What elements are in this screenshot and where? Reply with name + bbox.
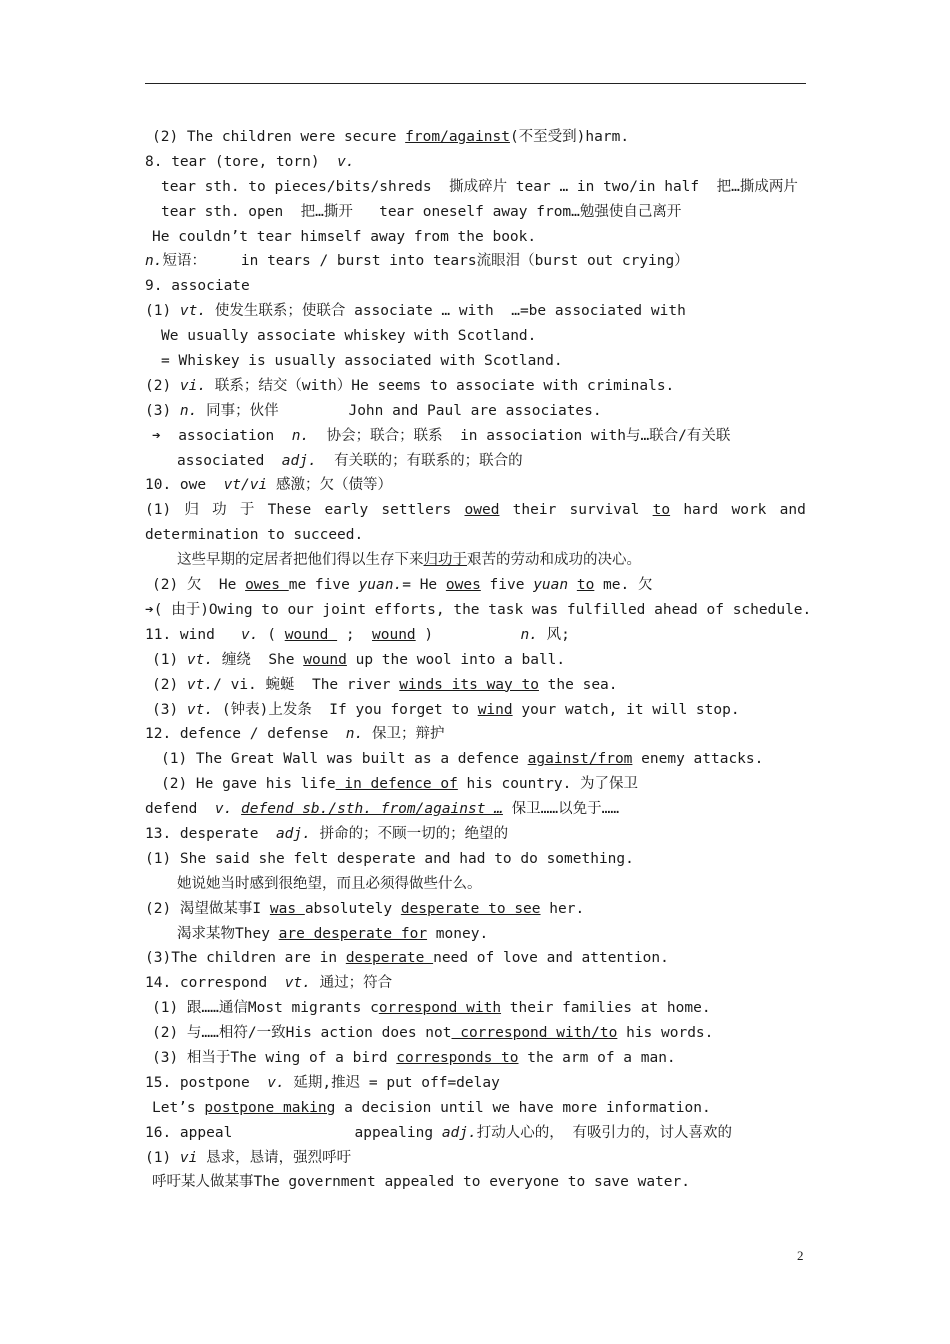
- text-line: [145, 747, 806, 772]
- text-segment: (1): [152, 651, 187, 668]
- text-segment: vt.: [186, 676, 214, 693]
- text-segment: five: [480, 577, 534, 594]
- text-line: [145, 996, 806, 1021]
- text-segment: 短语： in tears / burst into tears流眼泪（burst out crying）: [162, 253, 689, 270]
- text-line: [145, 200, 806, 225]
- text-segment: n.: [179, 402, 198, 419]
- text-line: [145, 673, 806, 698]
- text-segment: vt.: [186, 651, 214, 668]
- text-segment: vt.: [179, 303, 207, 320]
- text-segment: (2) He gave his life: [161, 776, 336, 793]
- text-segment: 打动人心的， 有吸引力的，讨人喜欢的: [476, 1124, 732, 1141]
- text-line: [145, 150, 806, 175]
- text-segment: [232, 801, 241, 817]
- text-line: [145, 872, 806, 897]
- text-segment: 15. postpone: [145, 1074, 268, 1091]
- text-segment: n.: [345, 726, 364, 743]
- underlined-phrase: wound: [303, 651, 347, 668]
- text-segment: me five: [288, 577, 359, 594]
- text-line: [145, 822, 806, 847]
- text-segment: 10. owe: [145, 477, 224, 494]
- text-line: [145, 648, 806, 673]
- text-segment: / vi. 蜿蜒 The river: [213, 676, 400, 693]
- page-number: 2: [797, 1248, 804, 1263]
- text-segment: (钟表)上发条 If you forget to: [213, 701, 478, 718]
- text-segment: determination to succeed.: [145, 527, 364, 544]
- text-line: [145, 971, 806, 996]
- text-line: [145, 623, 806, 648]
- text-segment: (1) She said she felt desperate and had to do something.: [145, 850, 634, 867]
- text-segment: [568, 577, 577, 593]
- text-segment: He couldn’t tear himself away from the book.: [152, 228, 537, 245]
- text-segment: 11. wind: [145, 626, 242, 643]
- text-segment: 8. tear (tore, torn): [145, 153, 338, 170]
- text-segment: your watch, it will stop.: [512, 701, 740, 718]
- text-segment: money.: [427, 925, 489, 942]
- text-line: [145, 175, 806, 200]
- text-line: [145, 946, 806, 971]
- underlined-phrase: to: [521, 676, 539, 693]
- underlined-phrase: corresponds to: [396, 1049, 519, 1066]
- text-segment: yuan: [533, 577, 569, 594]
- text-segment: 有关联的；有联系的；联合的: [316, 452, 523, 469]
- text-segment: settlers: [381, 502, 452, 519]
- text-segment: enemy attacks.: [632, 751, 764, 768]
- text-line: [145, 1021, 806, 1046]
- underlined-phrase: desperate: [345, 950, 434, 967]
- text-segment: the arm of a man.: [518, 1049, 676, 1066]
- text-line: [145, 922, 806, 947]
- document-body: [145, 125, 812, 1195]
- text-line: [145, 1071, 806, 1096]
- text-segment: n.: [291, 427, 310, 444]
- underlined-phrase: to: [652, 502, 671, 519]
- text-segment: 艰苦的劳动和成功的决心。: [467, 552, 641, 569]
- text-segment: and: [779, 502, 806, 519]
- text-segment: (2) The children were secure: [152, 129, 406, 145]
- text-segment: (3): [152, 701, 187, 718]
- text-segment: v.: [337, 153, 355, 170]
- text-segment: 恳求，恳请，强烈呼吁: [197, 1149, 352, 1166]
- text-segment: n.: [145, 253, 163, 270]
- text-segment: (1): [145, 502, 172, 519]
- text-line: [145, 349, 806, 374]
- text-line: [145, 498, 806, 523]
- text-segment: (2): [152, 676, 187, 693]
- text-segment: (1): [145, 1149, 180, 1166]
- text-segment: work: [731, 502, 767, 519]
- text-line: [145, 1096, 806, 1121]
- text-line: [145, 399, 806, 424]
- text-line: [145, 449, 806, 474]
- text-segment: in: [319, 950, 346, 967]
- text-segment: need of love and attention.: [433, 950, 669, 967]
- text-segment: her.: [540, 900, 585, 917]
- text-segment: ;: [337, 626, 373, 643]
- text-segment: hard: [683, 502, 719, 519]
- underlined-phrase: wound: [284, 626, 338, 643]
- text-segment: the sea.: [538, 676, 618, 693]
- text-line: [145, 125, 806, 150]
- text-segment: 协会；联合；联系 in association with与…联合/有关联: [309, 427, 731, 444]
- text-segment: (3)The children are: [145, 950, 320, 967]
- header-rule: [145, 83, 806, 84]
- text-line: [145, 897, 806, 922]
- text-segment: 13. desperate: [145, 825, 276, 842]
- text-segment: vt.: [186, 701, 214, 718]
- text-segment: v.: [267, 1074, 285, 1091]
- text-segment: 归: [184, 502, 199, 519]
- text-segment: (不至受到)harm.: [509, 129, 630, 145]
- underlined-phrase: to: [576, 577, 595, 594]
- text-segment: 16. appeal appealing: [145, 1124, 442, 1141]
- text-segment: (2): [145, 377, 180, 394]
- text-segment: n.: [520, 626, 538, 643]
- text-segment: 保卫……以免于……: [502, 801, 620, 818]
- text-segment: 这些早期的定居者把他们得以生存下来: [177, 552, 424, 569]
- text-segment: ): [415, 626, 521, 643]
- text-segment: me. 欠: [594, 577, 653, 594]
- underlined-phrase: wound: [372, 626, 416, 643]
- text-segment: vt/vi: [223, 477, 268, 494]
- text-segment: his words.: [617, 1025, 714, 1042]
- text-line: [145, 847, 806, 872]
- text-segment: (1): [145, 303, 180, 320]
- text-segment: ➔ association: [152, 427, 292, 444]
- text-segment: vi: [179, 1149, 198, 1166]
- text-line: [145, 324, 806, 349]
- text-segment: 呼吁某人做某事The government appealed to everyone to save water.: [152, 1174, 690, 1191]
- text-line: [145, 722, 806, 747]
- underlined-phrase: owed: [464, 502, 500, 519]
- text-line: [145, 374, 806, 399]
- text-segment: up the wool into a ball.: [346, 651, 566, 668]
- text-line: [145, 1046, 806, 1071]
- underlined-phrase: owes: [245, 577, 289, 594]
- text-segment: their: [512, 502, 557, 519]
- underlined-phrase: in defence of: [335, 776, 458, 793]
- underlined-phrase: defend sb./sth. from/against …: [241, 801, 503, 818]
- text-segment: 保卫；辩护: [363, 726, 445, 743]
- text-segment: adj.: [441, 1124, 477, 1141]
- text-segment: (: [258, 626, 285, 643]
- text-segment: 渴求某物They: [177, 925, 279, 942]
- text-line: [145, 1121, 806, 1146]
- text-segment: 联系；结交（with）He seems to associate with criminals.: [206, 377, 675, 394]
- text-segment: (2) 与……相符/一致His action does not: [152, 1025, 452, 1042]
- underlined-phrase: are desperate for: [278, 925, 428, 942]
- underlined-phrase: wind: [477, 701, 513, 718]
- text-segment: 14. correspond: [145, 975, 285, 992]
- text-segment: (3) 相当于The wing of a bird: [152, 1049, 397, 1066]
- text-segment: survival: [569, 502, 640, 519]
- text-segment: their families at home.: [501, 1000, 711, 1017]
- text-line: [145, 548, 806, 573]
- text-segment: adj.: [281, 452, 317, 469]
- underlined-phrase: owes: [445, 577, 481, 594]
- text-line: [145, 249, 806, 274]
- text-line: [145, 299, 806, 324]
- text-segment: vi.: [179, 377, 207, 394]
- text-segment: v.: [241, 626, 259, 643]
- text-segment: = Whiskey is usually associated with Scotland.: [161, 353, 563, 370]
- text-segment: (2) 欠 He: [152, 577, 246, 594]
- text-line: [145, 473, 806, 498]
- text-segment: associated: [177, 452, 282, 469]
- text-line: [145, 598, 812, 623]
- text-segment: 感激；欠（债等）: [267, 477, 392, 494]
- text-segment: a decision until we have more information.: [335, 1099, 711, 1116]
- text-segment: 通过；符合: [310, 975, 393, 992]
- text-segment: tear sth. open 把…撕开 tear oneself away from…勉强使自己离开: [161, 203, 682, 220]
- text-line: [145, 698, 806, 723]
- text-segment: 功: [212, 502, 227, 519]
- text-segment: yuan.: [358, 577, 403, 594]
- text-line: [145, 797, 806, 822]
- text-segment: defend: [145, 801, 215, 818]
- text-line: [145, 1170, 806, 1195]
- text-segment: tear sth. to pieces/bits/shreds 撕成碎片 tear … in two/in half 把…撕成两片: [161, 178, 798, 195]
- underlined-phrase: orrespond with: [378, 1000, 502, 1017]
- text-segment: vt.: [284, 975, 311, 992]
- text-segment: 于: [239, 502, 255, 519]
- underlined-phrase: correspond with/to: [451, 1025, 618, 1042]
- underlined-phrase: against/from: [527, 751, 633, 768]
- text-line: [145, 573, 806, 598]
- text-segment: 同事；伙伴 John and Paul are associates.: [197, 402, 602, 419]
- text-segment: Let’s: [152, 1099, 205, 1116]
- text-segment: (3): [145, 402, 180, 419]
- text-line: [145, 274, 806, 299]
- underlined-phrase: winds its way: [399, 676, 522, 693]
- text-segment: 缠绕 She: [213, 651, 304, 668]
- underlined-phrase: postpone making: [204, 1099, 336, 1116]
- text-line: [145, 225, 806, 250]
- text-segment: early: [324, 502, 369, 519]
- text-segment: (1) 跟……通信Most migrants c: [152, 1000, 379, 1017]
- text-segment: These: [267, 502, 312, 519]
- text-segment: v.: [214, 801, 233, 818]
- text-segment: 9. associate: [145, 278, 250, 295]
- text-segment: 12. defence / defense: [145, 726, 346, 743]
- text-segment: 延期,推迟 = put off=delay: [284, 1074, 500, 1091]
- text-segment: 使发生联系；使联合 associate … with …=be associated with: [206, 303, 686, 320]
- underlined-phrase: was: [269, 900, 305, 917]
- text-segment: We usually associate whiskey with Scotland.: [161, 328, 537, 345]
- text-line: [145, 523, 806, 548]
- text-line: [145, 424, 806, 449]
- text-segment: 她说她当时感到很绝望，而且必须得做些什么。: [177, 875, 482, 892]
- text-line: [145, 1146, 806, 1171]
- text-segment: adj.: [275, 825, 311, 842]
- underlined-phrase: from/against: [405, 129, 510, 145]
- text-segment: (1) The Great Wall was built as a defence: [161, 751, 528, 768]
- text-line: [145, 772, 806, 797]
- text-segment: = He: [402, 577, 446, 594]
- text-segment: absolutely: [304, 900, 401, 917]
- text-segment: his country. 为了保卫: [457, 776, 639, 793]
- text-segment: 拼命的；不顾一切的；绝望的: [310, 825, 509, 842]
- text-segment: (2) 渴望做某事I: [145, 900, 270, 917]
- text-segment: 风;: [537, 626, 570, 643]
- underlined-phrase: desperate to see: [400, 900, 541, 917]
- text-segment: ➔( 由于)Owing to our joint efforts, the task was fulfilled ahead of schedule.: [145, 601, 812, 618]
- underlined-phrase: 归功于: [423, 552, 467, 569]
